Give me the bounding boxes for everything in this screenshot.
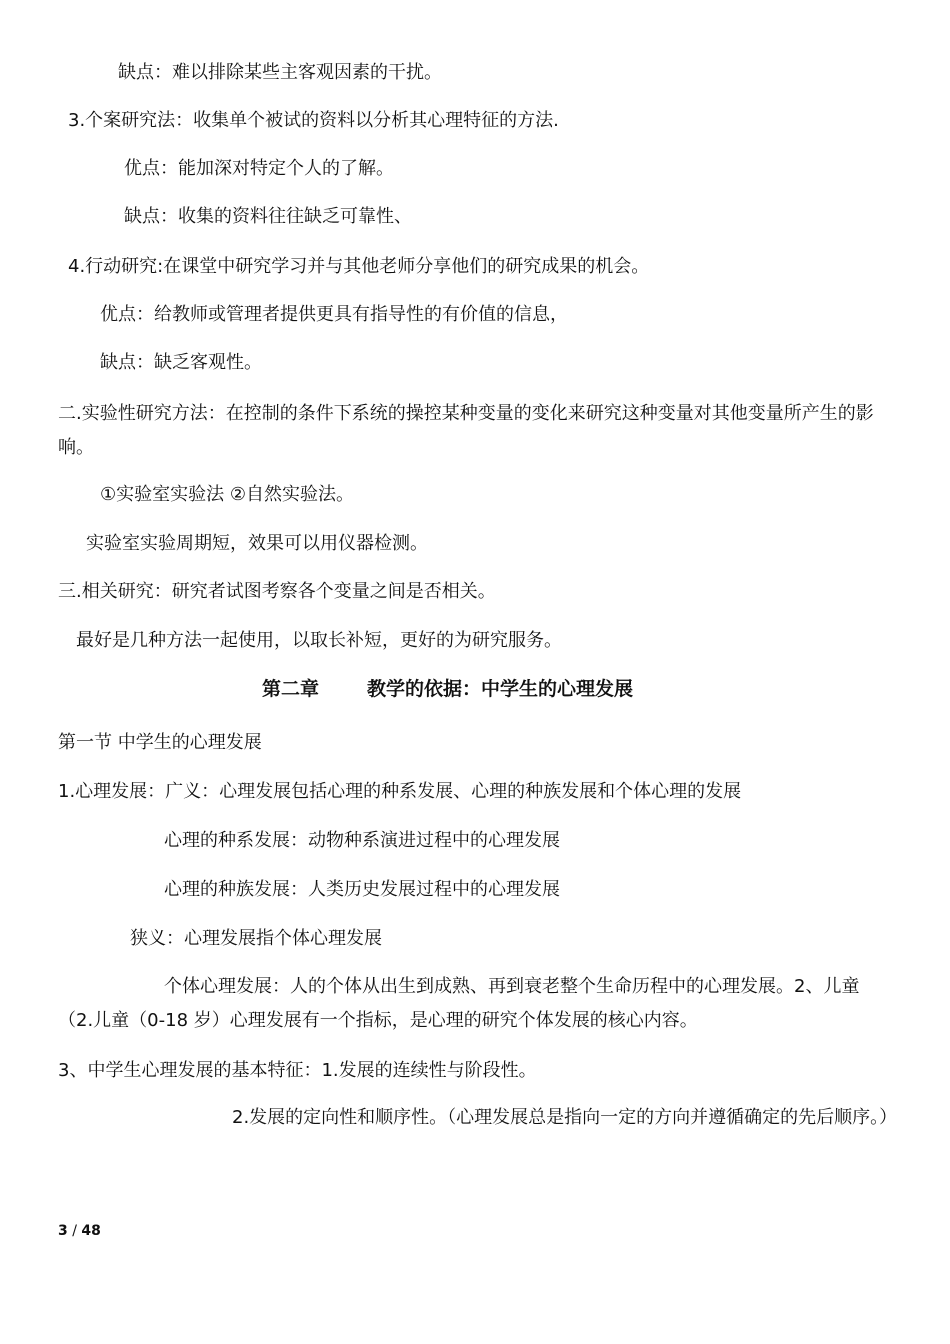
- paragraph: 2.发展的定向性和顺序性。（心理发展总是指向一定的方向并遵循确定的先后顺序。）: [232, 1107, 898, 1128]
- paragraph: 实验室实验周期短，效果可以用仪器检测。: [86, 533, 428, 554]
- page-total: 48: [81, 1223, 101, 1239]
- paragraph: 缺点：缺乏客观性。: [100, 352, 262, 373]
- chapter-number: 第二章: [262, 678, 320, 700]
- paragraph: 3、中学生心理发展的基本特征：1.发展的连续性与阶段性。: [58, 1060, 537, 1081]
- paragraph: 优点：能加深对特定个人的了解。: [124, 158, 394, 179]
- paragraph: 缺点：收集的资料往往缺乏可靠性、: [124, 206, 412, 227]
- paragraph: 狭义：心理发展指个体心理发展: [130, 928, 382, 949]
- paragraph: 1.心理发展：广义：心理发展包括心理的种系发展、心理的种族发展和个体心理的发展: [58, 781, 742, 802]
- paragraph: 心理的种系发展：动物种系演进过程中的心理发展: [164, 830, 560, 851]
- paragraph: ①实验室实验法 ②自然实验法。: [100, 484, 354, 505]
- page-separator: /: [67, 1223, 82, 1239]
- page-number: [58, 1218, 101, 1245]
- paragraph: 3.个案研究法：收集单个被试的资料以分析其心理特征的方法.: [68, 110, 559, 131]
- paragraph: 优点：给教师或管理者提供更具有指导性的有价值的信息，: [100, 304, 568, 325]
- chapter-heading: [262, 671, 633, 707]
- paragraph: 心理的种族发展：人类历史发展过程中的心理发展: [164, 879, 560, 900]
- page-current: 3: [58, 1223, 68, 1239]
- paragraph: 最好是几种方法一起使用，以取长补短，更好的为研究服务。: [76, 630, 562, 651]
- paragraph: 缺点：难以排除某些主客观因素的干扰。: [118, 62, 442, 83]
- paragraph: 三.相关研究：研究者试图考察各个变量之间是否相关。: [58, 581, 496, 602]
- paragraph: 个体心理发展：人的个体从出生到成熟、再到衰老整个生命历程中的心理发展。2、儿童（2.儿童（0-18 岁）心理发展有一个指标，是心理的研究个体发展的核心内容。: [58, 976, 860, 1031]
- section-heading: 第一节 中学生的心理发展: [58, 732, 262, 753]
- paragraph: 二.实验性研究方法：在控制的条件下系统的操控某种变量的变化来研究这种变量对其他变量所产生的影响。: [58, 403, 874, 458]
- paragraph: 4.行动研究:在课堂中研究学习并与其他老师分享他们的研究成果的机会。: [68, 256, 650, 277]
- chapter-title: 教学的依据：中学生的心理发展: [367, 678, 634, 700]
